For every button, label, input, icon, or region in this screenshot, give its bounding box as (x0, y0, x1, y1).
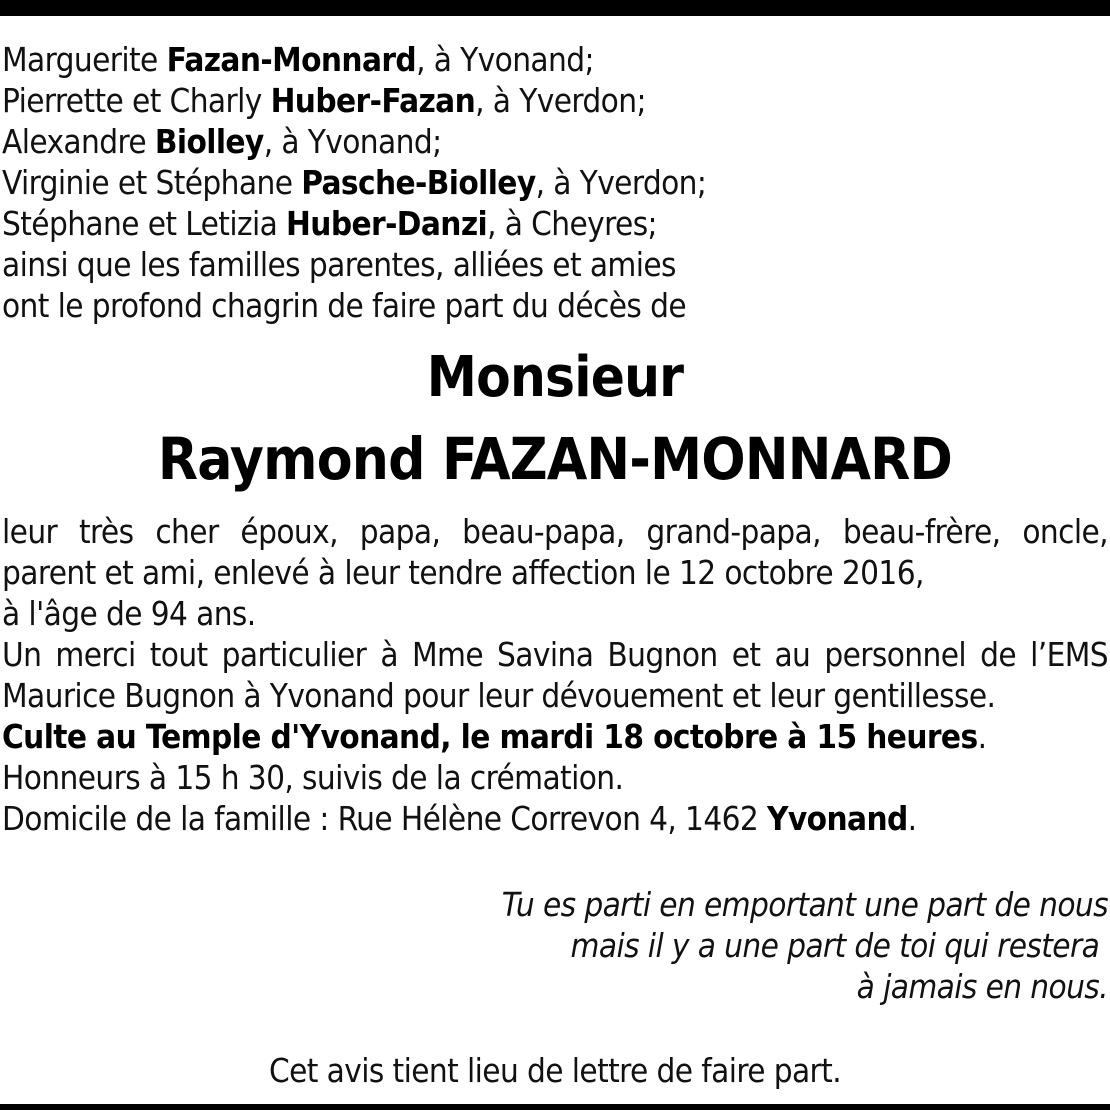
intro-line-1: ainsi que les familles parentes, alliées et amies (2, 245, 676, 284)
honours-line: Honneurs à 15 h 30, suivis de la crémation. (2, 758, 624, 797)
poem-line-3: à jamais en nous. (856, 967, 1108, 1006)
service-line: Culte au Temple d'Yvonand, le mardi 18 octobre à 15 heures. (2, 717, 987, 756)
family-line-5: Stéphane et Letizia Huber-Danzi, à Cheyres; (2, 204, 657, 243)
deceased-title: Monsieur (426, 345, 684, 410)
bottom-rule (0, 1104, 1110, 1110)
family-line-1: Marguerite Fazan-Monnard, à Yvonand; (2, 40, 594, 79)
domicile-town: Yvonand (767, 799, 908, 838)
domicile-line: Domicile de la famille : Rue Hélène Correvon 4, 1462 Yvonand. (2, 799, 917, 838)
body-line-1: leur très cher époux, papa, beau-papa, grand-papa, beau-frère, oncle, (2, 512, 1108, 551)
body-line-3: à l'âge de 94 ans. (2, 594, 256, 633)
body-line-2: parent et ami, enlevé à leur tendre affection le 12 octobre 2016, (2, 553, 924, 592)
family-surname: Fazan-Monnard (166, 40, 417, 79)
family-surname: Biolley (154, 122, 264, 161)
family-line-3: Alexandre Biolley, à Yvonand; (2, 122, 442, 161)
family-surname: Huber-Danzi (286, 204, 488, 243)
deceased-name: Raymond FAZAN-MONNARD (157, 425, 953, 493)
family-surname: Pasche-Biolley (301, 163, 536, 202)
service-text: Culte au Temple d'Yvonand, le mardi 18 octobre à 15 heures (2, 717, 978, 756)
top-rule (0, 0, 1110, 16)
family-surname: Huber-Fazan (270, 81, 476, 120)
family-line-4: Virginie et Stéphane Pasche-Biolley, à Yverdon; (2, 163, 707, 202)
family-line-2: Pierrette et Charly Huber-Fazan, à Yverdon; (2, 81, 646, 120)
poem-line-2: mais il y a une part de toi qui restera (570, 926, 1108, 965)
thanks-line-2: Maurice Bugnon à Yvonand pour leur dévouement et leur gentillesse. (2, 676, 996, 715)
footer-note: Cet avis tient lieu de lettre de faire part. (268, 1051, 842, 1090)
intro-line-2: ont le profond chagrin de faire part du décès de (2, 286, 687, 325)
poem-line-1: Tu es parti en emportant une part de nous (501, 885, 1108, 924)
thanks-line-1: Un merci tout particulier à Mme Savina Bugnon et au personnel de l’EMS (2, 635, 1108, 674)
